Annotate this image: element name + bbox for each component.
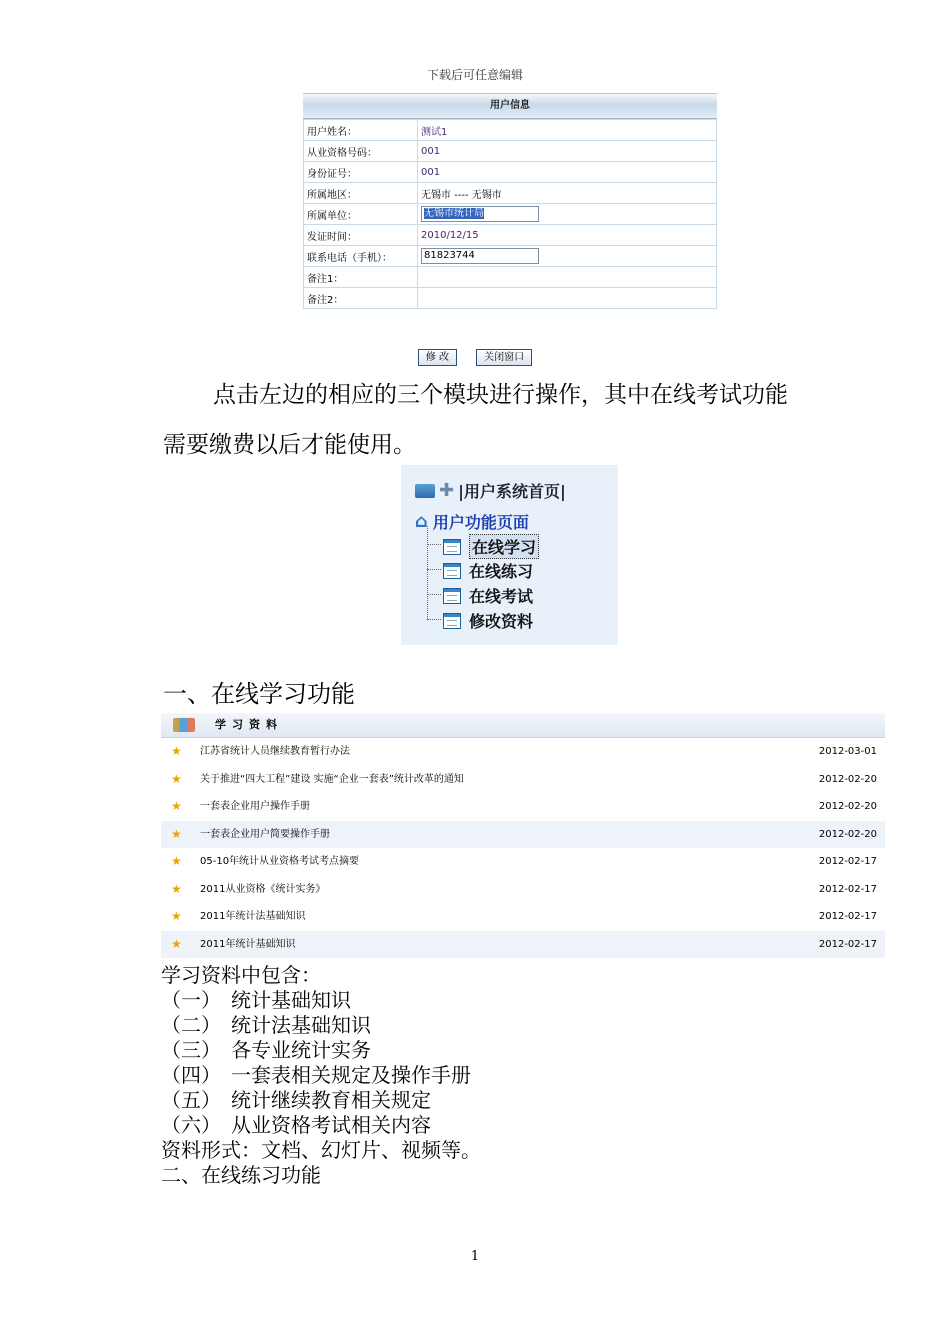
menu-home-label: 用户功能页面 <box>432 513 529 532</box>
menu-top-link[interactable] <box>415 479 566 502</box>
info-label: 联系电话（手机）： <box>304 246 418 267</box>
info-row-date <box>304 225 717 246</box>
list-item[interactable] <box>161 738 885 766</box>
info-row-id <box>304 162 717 183</box>
format-note: 资料形式：文档、幻灯片、视频等。 <box>161 1138 481 1162</box>
info-row-note2 <box>304 288 717 309</box>
page-icon <box>443 613 461 629</box>
info-value: 001 <box>418 162 717 183</box>
info-label: 所属地区： <box>304 183 418 204</box>
content-item: （三） 各专业统计实务 <box>161 1038 371 1062</box>
info-row-cert <box>304 141 717 162</box>
list-item[interactable] <box>161 766 885 794</box>
menu-item-edit-profile[interactable] <box>443 609 533 632</box>
page-icon <box>443 588 461 604</box>
tree-line <box>427 526 442 619</box>
item-title[interactable]: 2011年统计基础知识 <box>200 938 296 950</box>
star-icon: ★ <box>171 744 182 758</box>
item-title[interactable]: 一套表企业用户操作手册 <box>200 801 310 812</box>
list-item[interactable] <box>161 793 885 821</box>
info-row-note1 <box>304 267 717 288</box>
info-row-unit <box>304 204 717 225</box>
list-item[interactable] <box>161 931 885 959</box>
item-title[interactable]: 2011从业资格《统计实务》 <box>200 883 326 895</box>
unit-input-value: 无锡市统计局 <box>424 208 484 219</box>
study-header <box>161 713 885 738</box>
content-item: （四） 一套表相关规定及操作手册 <box>161 1063 471 1087</box>
tree-tick <box>427 544 441 545</box>
menu-item-online-exam[interactable] <box>443 584 533 607</box>
info-label: 从业资格号码： <box>304 141 418 162</box>
menu-item-label: 在线学习 <box>469 534 539 559</box>
info-label: 发证时间： <box>304 225 418 246</box>
item-date: 2012-03-01 <box>818 746 877 757</box>
list-item[interactable] <box>161 848 885 876</box>
section-title: 一、在线学习功能 <box>163 680 355 708</box>
menu-item-label: 在线练习 <box>469 562 534 581</box>
menu-item-label: 在线考试 <box>469 587 534 606</box>
star-icon: ★ <box>171 826 182 841</box>
item-title[interactable]: 江苏省统计人员继续教育暂行办法 <box>200 746 350 757</box>
section-title: 二、在线练习功能 <box>161 1163 321 1187</box>
button-bar <box>0 345 950 366</box>
user-info-title: 用户信息 <box>303 93 717 119</box>
item-date: 2012-02-17 <box>818 911 877 922</box>
content-item: （五） 统计继续教育相关规定 <box>161 1088 431 1112</box>
tree-tick <box>427 569 441 570</box>
study-materials-panel <box>161 713 885 958</box>
side-menu <box>401 465 618 645</box>
list-item[interactable] <box>161 903 885 931</box>
phone-input[interactable]: 81823744 <box>421 248 539 264</box>
info-row-region <box>304 183 717 204</box>
menu-top-label: |用户系统首页| <box>458 482 566 501</box>
item-date: 2012-02-20 <box>818 828 877 840</box>
content-intro: 学习资料中包含： <box>161 963 321 987</box>
item-date: 2012-02-20 <box>818 801 877 812</box>
paragraph-line: 点击左边的相应的三个模块进行操作，其中在线考试功能 <box>213 382 788 408</box>
info-label: 所属单位： <box>304 204 418 225</box>
info-label: 身份证号： <box>304 162 418 183</box>
info-value: 2010/12/15 <box>418 225 717 246</box>
unit-input[interactable] <box>421 206 539 222</box>
modify-button[interactable]: 修 改 <box>418 349 457 366</box>
item-title[interactable]: 关于推进“四大工程”建设 实施“企业一套表”统计改革的通知 <box>200 773 464 785</box>
item-title[interactable]: 一套表企业用户简要操作手册 <box>200 828 330 840</box>
content-item: （二） 统计法基础知识 <box>161 1013 371 1037</box>
tree-tick <box>427 619 441 620</box>
content-item: （一） 统计基础知识 <box>161 988 351 1012</box>
star-icon: ★ <box>171 936 182 951</box>
menu-item-online-practice[interactable] <box>443 559 533 582</box>
user-info-panel <box>303 93 717 309</box>
info-value <box>418 288 717 309</box>
info-row-name <box>304 120 717 141</box>
books-icon <box>173 718 195 732</box>
study-title: 学习资料 <box>215 718 283 731</box>
system-icon <box>415 484 435 498</box>
menu-item-label: 修改资料 <box>469 612 534 631</box>
info-label: 备注2： <box>304 288 418 309</box>
item-date: 2012-02-20 <box>818 773 877 785</box>
star-icon: ★ <box>171 881 182 896</box>
info-label: 备注1： <box>304 267 418 288</box>
info-label: 用户姓名： <box>304 120 418 141</box>
info-value: 001 <box>418 141 717 162</box>
paragraph-line: 需要缴费以后才能使用。 <box>163 432 416 458</box>
item-title[interactable]: 2011年统计法基础知识 <box>200 911 306 922</box>
item-date: 2012-02-17 <box>818 883 877 895</box>
item-date: 2012-02-17 <box>818 938 877 950</box>
home-icon: ⌂ <box>415 511 428 532</box>
star-icon: ★ <box>171 799 182 813</box>
user-info-table <box>303 119 717 309</box>
info-value: 测试1 <box>418 120 717 141</box>
close-window-button[interactable]: 关闭窗口 <box>476 349 532 366</box>
header-note: 下载后可任意编辑 <box>426 68 523 82</box>
page-icon <box>443 539 461 555</box>
menu-item-online-study[interactable] <box>443 534 539 559</box>
page-number: 1 <box>470 1249 480 1264</box>
info-value: 无锡市 ---- 无锡市 <box>418 183 717 204</box>
star-icon: ★ <box>171 771 182 786</box>
info-row-phone <box>304 246 717 267</box>
content-item: （六） 从业资格考试相关内容 <box>161 1113 431 1137</box>
item-date: 2012-02-17 <box>818 856 877 867</box>
page-icon <box>443 563 461 579</box>
plus-icon: ✚ <box>439 480 455 501</box>
tree-tick <box>427 594 441 595</box>
star-icon: ★ <box>171 909 182 923</box>
star-icon: ★ <box>171 854 182 868</box>
info-value <box>418 267 717 288</box>
list-item[interactable] <box>161 876 885 904</box>
item-title[interactable]: 05-10年统计从业资格考试考点摘要 <box>200 856 360 867</box>
list-item[interactable] <box>161 821 885 849</box>
